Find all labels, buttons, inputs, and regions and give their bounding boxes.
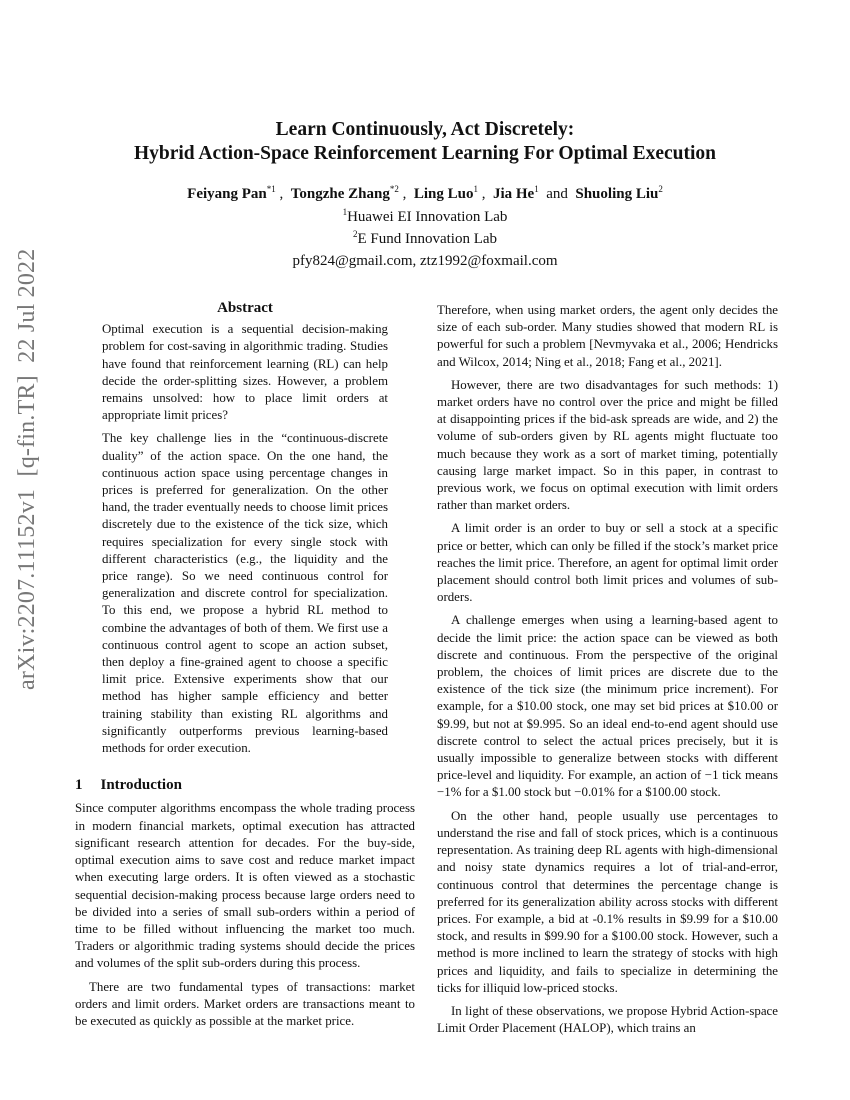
body-paragraph: In light of these observations, we propose Hybrid Action-space Limit Order Placement (HALOP), which trains an (437, 1003, 778, 1036)
author-name: Ling Luo (413, 186, 474, 202)
paper-title (0, 118, 850, 166)
author-mark: 2 (658, 184, 663, 194)
affiliation-text: Huawei EI Innovation Lab (347, 209, 508, 225)
emails: pfy824@gmail.com, ztz1992@foxmail.com (292, 253, 558, 269)
author-mark: *1 (266, 184, 276, 194)
author-name: Tongzhe Zhang (290, 186, 390, 202)
affiliation-mark: 2 (352, 229, 358, 239)
abstract-paragraph: The key challenge lies in the “continuous-discrete duality” of the action space. On the one hand, the continuous action space using percentage changes in prices is preferred for generalization. On the other hand, the trader eventually needs to choose limit prices discretely due to the existence of the tick size, which requires specialization for every single stock with different characteristics (e.g., the liquidity and the price range). So we need continuous control for generalization and discrete control for specialization. To this end, we propose a hybrid RL method to combine the advantages of both of them. We first use a continuous control agent to scope an action subset, then deploy a fine-grained agent to choose a specific limit price. Extensive experiments show that our method has higher sample efficiency and better training stability than existing RL algorithms and significantly outperforms previous learning-based methods for order execution. (102, 431, 388, 756)
section-number: 1 (75, 777, 83, 794)
left-column (75, 300, 415, 1036)
affiliation (0, 207, 850, 227)
arxiv-stamp: arXiv:2207.11152v1 [q-fin.TR] 22 Jul 2022 (14, 248, 40, 690)
right-column (437, 302, 778, 1043)
affiliation (0, 229, 850, 249)
abstract-body (102, 321, 388, 757)
body-paragraph: On the other hand, people usually use percentages to understand the rise and fall of stock prices, which is a continuous representation. As training deep RL agents with high-dimensional and noisy state dynamics requires a lot of trial-and-error, continuous control that determines the percentage change is preferred for its generalization ability across stocks with different prices. For example, a bid at -0.1% results in $9.99 for a $10.00 stock, and results in $99.90 for a $100.00 stock. However, such a method is more inclined to learn the strategy of stocks with high prices and liquidity, and fails to specialize in determining the ticks for illiquid low-priced stocks. (437, 808, 778, 995)
abstract-heading: Abstract (217, 300, 273, 316)
author-name: Shuoling Liu (575, 186, 659, 202)
body-paragraph: A challenge emerges when using a learning-based agent to decide the limit price: the action space can be viewed as both discrete and continuous. From the perspective of the original problem, the choices of limit prices are discrete due to the existence of the tick size (the minimum price increment). For example, for a $10.00 stock, one may set bid prices at $10.00 or $9.99, but not at $9.995. So an ideal end-to-end agent should use discrete control to select the actual prices precisely, but it is usually impossible to generalize between stocks with different price-level and liquidity. For example, an action of −1 tick means −1% for a $1.00 stock but −0.01% for a $100.00 stock. (437, 613, 778, 800)
affiliation-text: E Fund Innovation Lab (357, 231, 498, 247)
section-heading (75, 777, 415, 794)
body-paragraph: Therefore, when using market orders, the agent only decides the size of each sub-order. Many studies showed that modern RL is powerful for such a problem [Nevmyvaka et al., 2006; Hendricks and Wilcox, 2014; Ning et al., 2018; Fang et al., 2021]. (437, 303, 778, 369)
affiliation-mark: 1 (342, 207, 348, 217)
body-paragraph: Since computer algorithms encompass the whole trading process in modern financial markets, optimal execution has attracted significant research attention for decades. For the buy-side, optimal execution aims to save cost and reduce market impact when executing large orders. It is often viewed as a stochastic sequential decision-making process because large orders need to be divided into a series of small sub-orders within a period of time to be filled without influencing the market too much. Traders or algorithmic trading systems should decide the prices and volumes of the split sub-orders during this process. (75, 801, 415, 971)
author-mark: *2 (389, 184, 399, 194)
intro-left-body (75, 800, 415, 1030)
abstract-paragraph: Optimal execution is a sequential decision-making problem for cost-saving in algorithmic trading. Studies have found that reinforcement learning (RL) can help decide the order-splitting sizes. However, a problem remains unsolved: how to place limit orders at appropriate limit prices? (102, 322, 388, 423)
author-mark: 1 (534, 184, 539, 194)
author-name: Jia He (492, 186, 535, 202)
body-paragraph: However, there are two disadvantages for such methods: 1) market orders have no control over the price and might be filled at disappointing prices if the bid-ask spreads are wide, and 2) the volume of sub-orders given by RL agents might fluctuate too much because they work as a sort of market timing, potentially causing large market impact. So in this paper, in contrast to previous work, we focus on optimal execution with limit orders rather than market orders. (437, 377, 778, 513)
title-line-1: Learn Continuously, Act Discretely: (275, 119, 575, 140)
section-title: Introduction (100, 777, 182, 794)
author-name: Feiyang Pan (187, 186, 267, 202)
title-line-2: Hybrid Action-Space Reinforcement Learning For Optimal Execution (133, 143, 717, 164)
author-list: Feiyang Pan$^{*1}$ , Tongzhe Zhang$^{*2}$ , Ling Luo$^1$ , Jia He$^1$ and Shuoling Liu$^2$ (187, 184, 663, 202)
body-paragraph: A limit order is an order to buy or sell a stock at a specific price or better, which can only be filled if the stock’s market price reaches the limit price. Therefore, an agent for optimal limit order placement should control both limit prices and volumes of sub-orders. (437, 521, 778, 605)
author-mark: 1 (473, 184, 478, 194)
body-paragraph: There are two fundamental types of transactions: market orders and limit orders. Market orders are transactions meant to be executed as quickly as possible at the market price. (75, 979, 415, 1028)
and-word: and (546, 186, 568, 202)
